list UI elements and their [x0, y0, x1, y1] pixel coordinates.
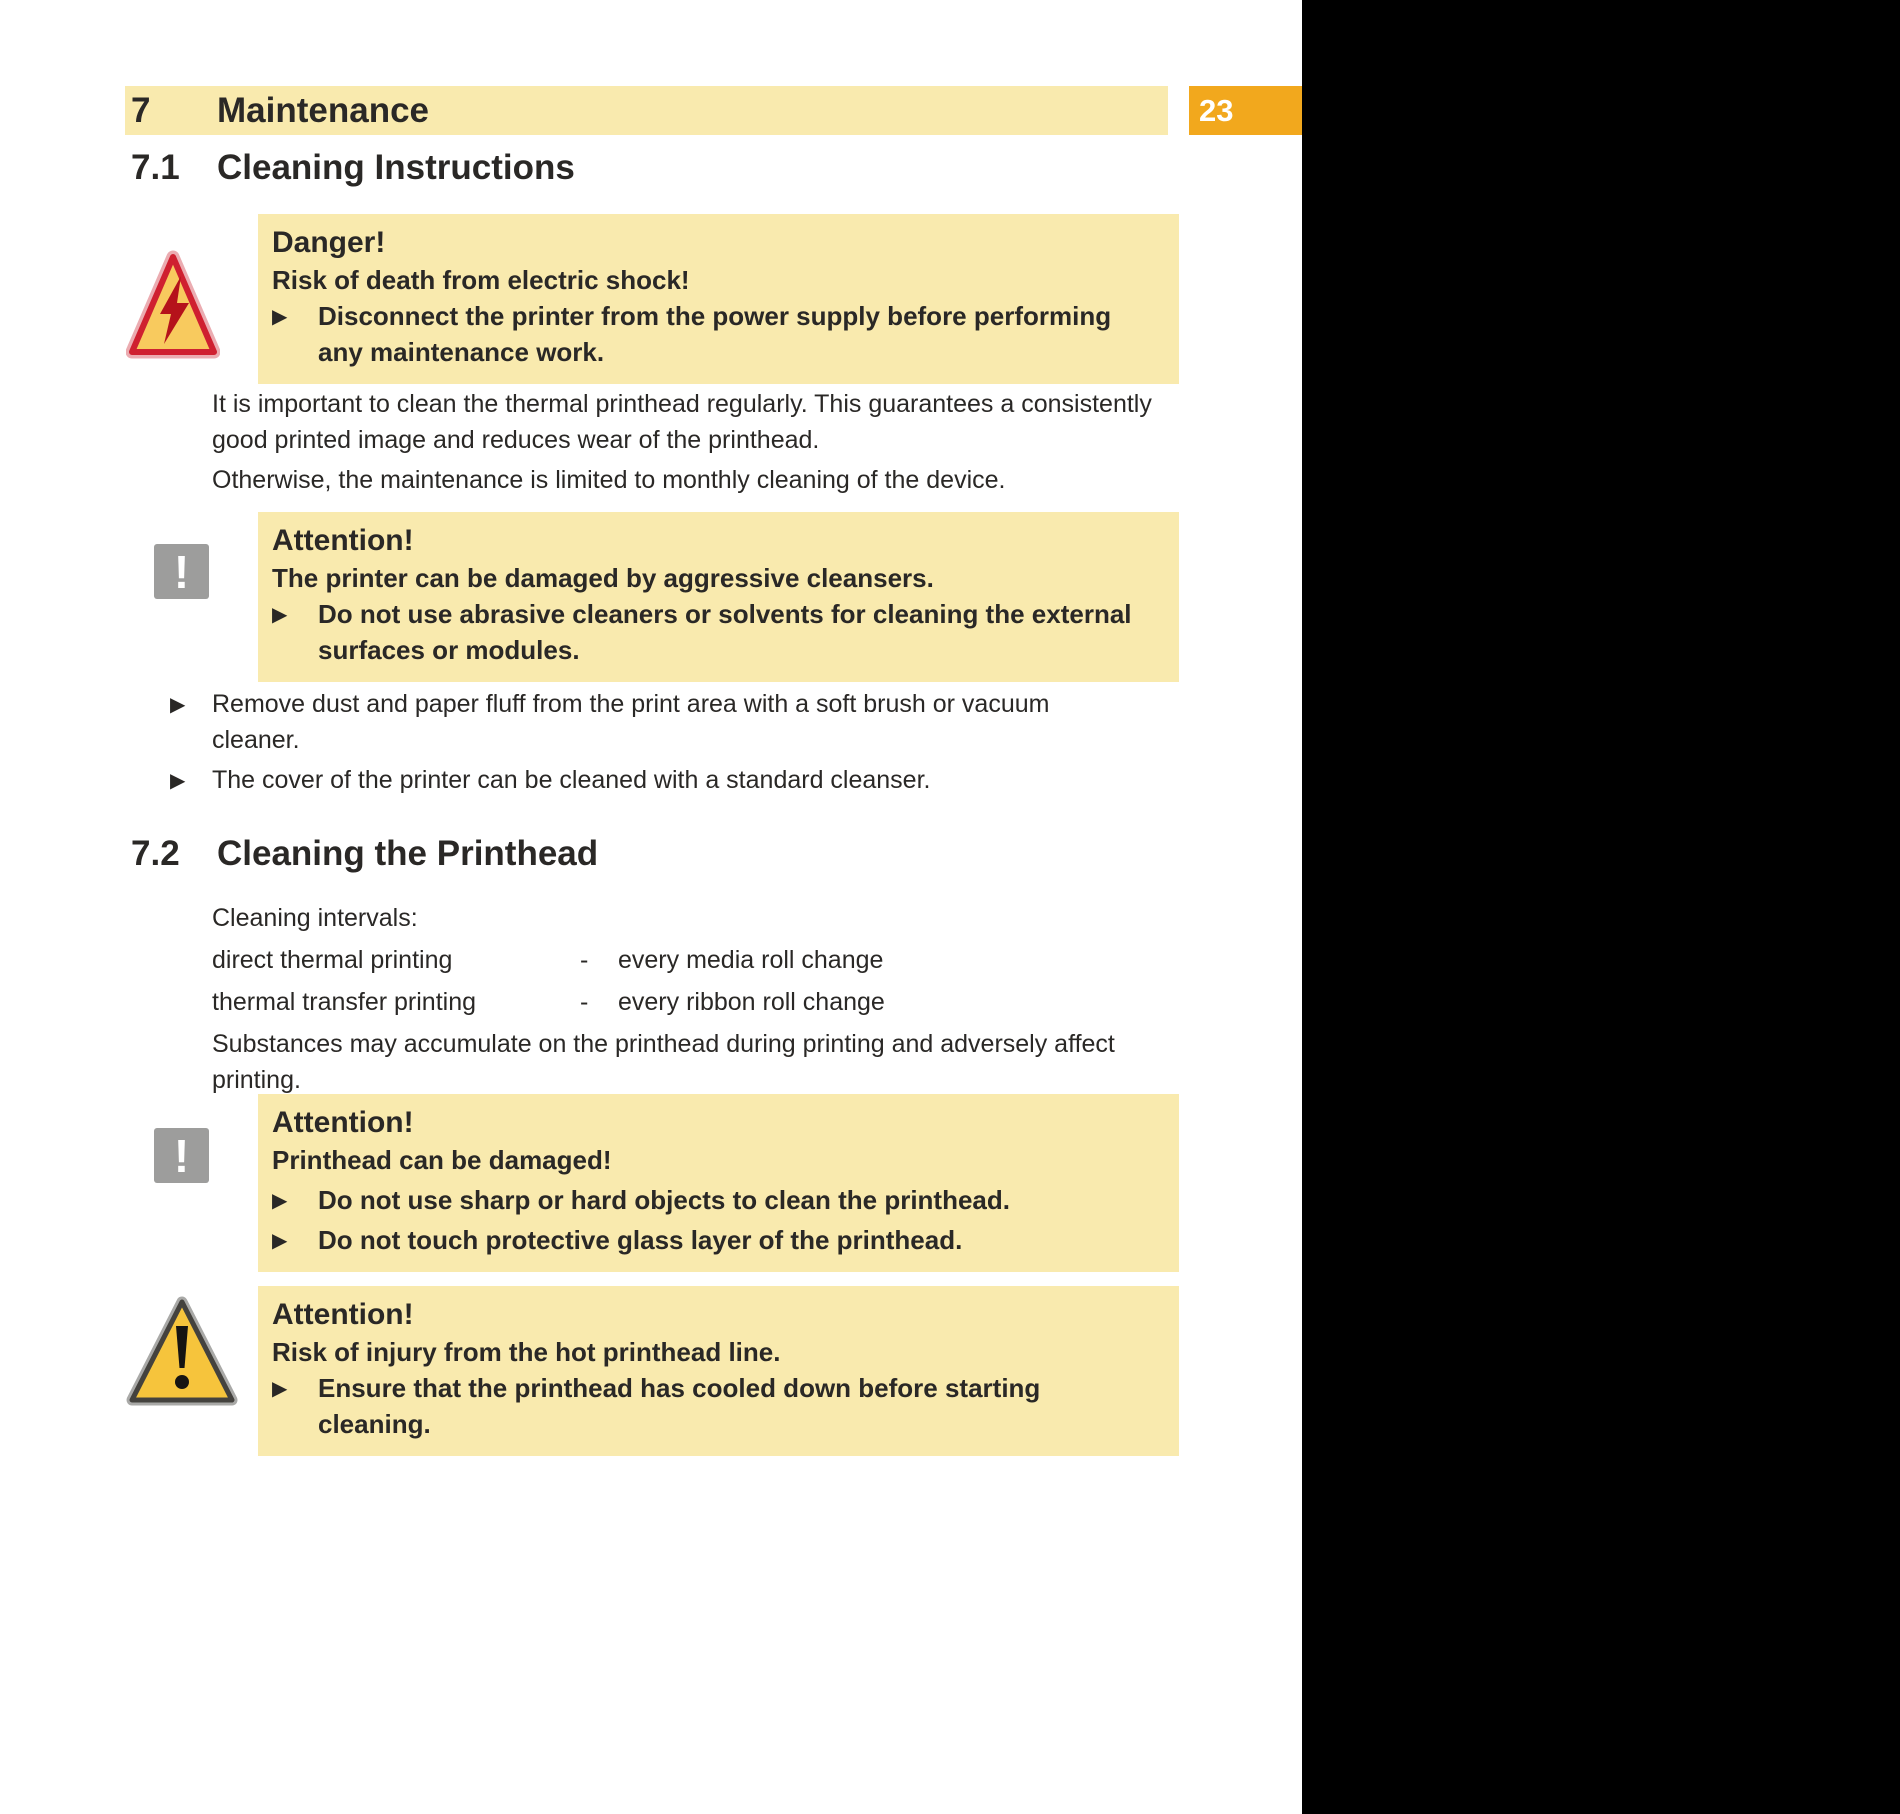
right-black-panel: [1302, 0, 1900, 1814]
interval-method: direct thermal printing: [212, 946, 453, 974]
attention-box-2-bullet-1: [272, 1182, 1163, 1218]
interval-dash: -: [580, 946, 589, 974]
section-heading-7-2: [125, 834, 598, 874]
attention-box-3: [258, 1286, 1179, 1456]
attention-box-2-bullet-1-text: Do not use sharp or hard objects to clean the printhead.: [318, 1185, 1010, 1215]
page-number: 23: [1199, 92, 1234, 128]
warning-icon: [126, 1292, 238, 1410]
step-2-text: The cover of the printer can be cleaned with a standard cleanser.: [212, 766, 931, 794]
step-bullet-2: [170, 762, 930, 798]
danger-box-title: Danger!: [272, 226, 386, 259]
danger-box-bullet: [272, 298, 1163, 370]
attention-box-2-bullet-2-text: Do not touch protective glass layer of the printhead.: [318, 1225, 963, 1255]
page-number-badge: [1189, 86, 1302, 135]
bullet-arrow-icon: ▶: [272, 1376, 288, 1400]
bullet-arrow-icon: ▶: [272, 1188, 288, 1212]
attention-box-1: [258, 512, 1179, 682]
attention-icon: [154, 544, 209, 599]
section-title: Cleaning the Printhead: [217, 834, 599, 873]
interval-row-2: [212, 984, 885, 1020]
danger-box-bullet-text: Disconnect the printer from the power supply before performing any maintenance work.: [318, 301, 1112, 367]
attention-box-2: [258, 1094, 1179, 1272]
attention-box-1-title: Attention!: [272, 524, 414, 557]
intro-paragraph-2: Otherwise, the maintenance is limited to monthly cleaning of the device.: [212, 466, 1006, 494]
bullet-arrow-icon: ▶: [272, 304, 288, 328]
bullet-arrow-icon: ▶: [170, 692, 186, 716]
interval-row-1: [212, 942, 883, 978]
exclamation-glyph: !: [173, 1129, 190, 1182]
step-bullet-1: [170, 686, 1092, 758]
intervals-label: Cleaning intervals:: [212, 904, 418, 932]
attention-box-1-bullet: [272, 596, 1163, 668]
interval-value: every media roll change: [618, 946, 884, 974]
attention-box-1-lead: The printer can be damaged by aggressive cleansers.: [272, 563, 934, 593]
section-title: Cleaning Instructions: [217, 148, 575, 187]
attention-box-2-bullet-2: [272, 1222, 1163, 1258]
attention-box-3-bullet-text: Ensure that the printhead has cooled down before starting cleaning.: [318, 1373, 1041, 1439]
attention-box-3-lead: Risk of injury from the hot printhead line.: [272, 1337, 781, 1367]
chapter-number: 7: [131, 90, 151, 130]
attention-box-2-title: Attention!: [272, 1106, 414, 1139]
high-voltage-icon: [126, 248, 220, 362]
chapter-header-band: [125, 86, 1168, 135]
section-heading-7-1: [125, 148, 575, 188]
exclamation-glyph: !: [173, 545, 190, 598]
attention-box-3-title: Attention!: [272, 1298, 414, 1331]
bullet-arrow-icon: ▶: [170, 768, 186, 792]
danger-box: [258, 214, 1179, 384]
danger-box-lead: Risk of death from electric shock!: [272, 265, 690, 295]
section-number: 7.2: [131, 834, 180, 873]
section-number: 7.1: [131, 148, 180, 187]
interval-value: every ribbon roll change: [618, 988, 885, 1016]
intro-paragraph-1: It is important to clean the thermal printhead regularly. This guarantees a consistently good printed image and reduces wear of the printhead.: [212, 390, 1152, 454]
bullet-arrow-icon: ▶: [272, 602, 288, 626]
bullet-arrow-icon: ▶: [272, 1228, 288, 1252]
printhead-note: Substances may accumulate on the printhead during printing and adversely affect printing.: [212, 1030, 1115, 1094]
attention-icon: [154, 1128, 209, 1183]
attention-box-3-bullet: [272, 1370, 1163, 1442]
chapter-title: Maintenance: [217, 90, 429, 130]
attention-box-1-bullet-text: Do not use abrasive cleaners or solvents for cleaning the external surfaces or modules.: [318, 599, 1132, 665]
step-1-text: Remove dust and paper fluff from the print area with a soft brush or vacuum cleaner.: [212, 690, 1050, 754]
interval-method: thermal transfer printing: [212, 988, 477, 1016]
attention-box-2-lead: Printhead can be damaged!: [272, 1145, 612, 1175]
interval-dash: -: [580, 988, 589, 1016]
